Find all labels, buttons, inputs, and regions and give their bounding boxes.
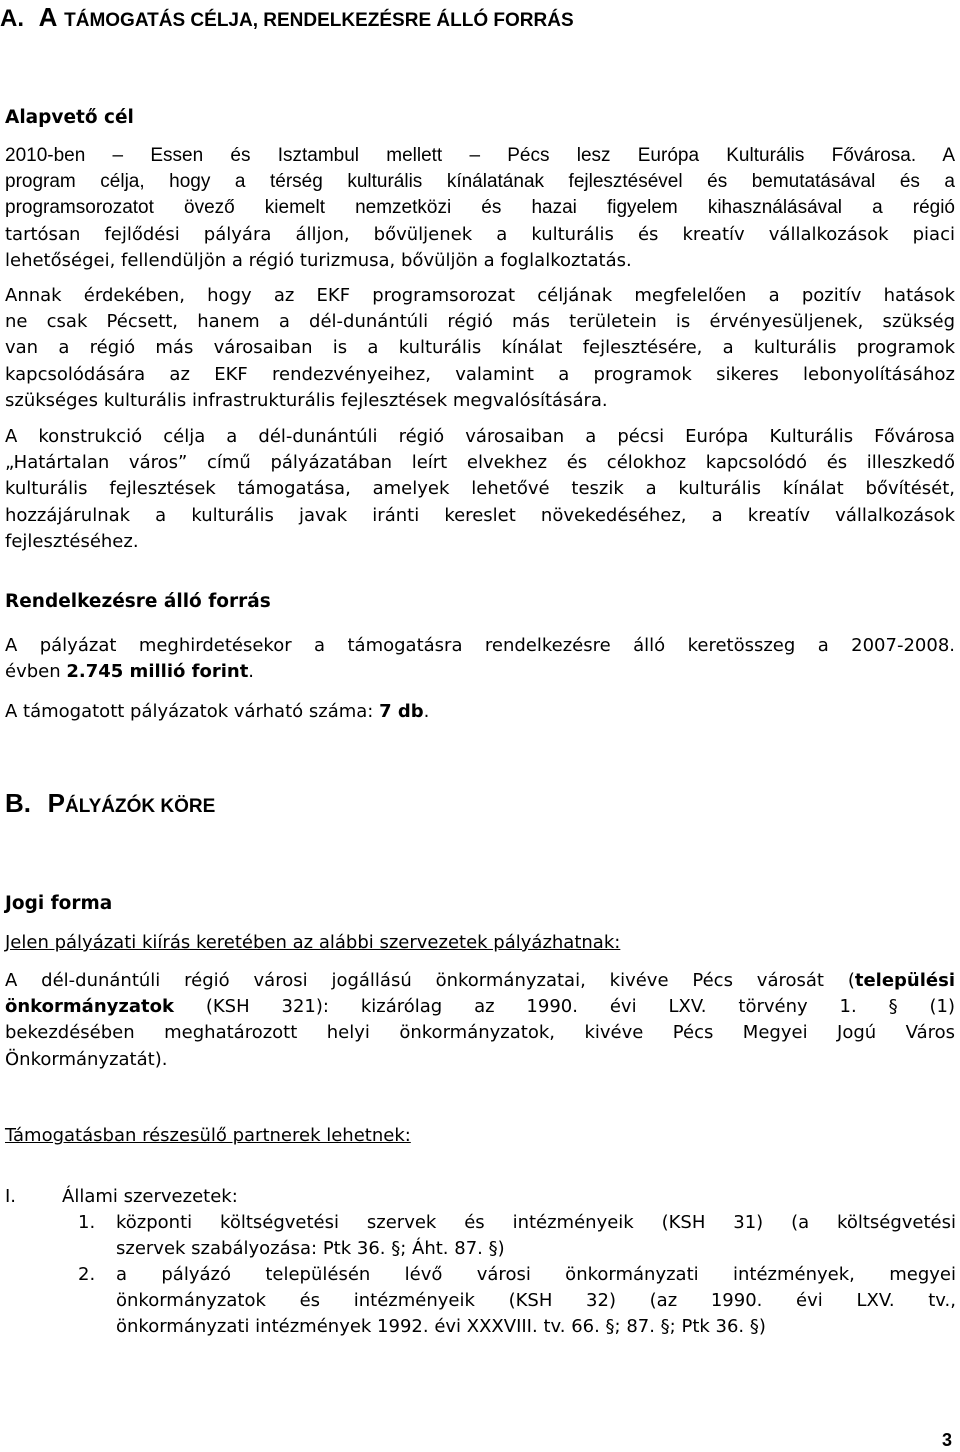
text-run: évben (5, 661, 67, 683)
partners-heading: Támogatásban részesülő partnerek lehetnek: (5, 1125, 411, 1146)
text-line: fejlesztéséhez. (5, 530, 139, 552)
text-line: programsorozatot övező kiemelt nemzetközi és hazai figyelem kihasználásával a régió (5, 197, 955, 219)
text-line: szervek szabályozása: Ptk 36. §; Áht. 87. §) (116, 1238, 505, 1259)
jogi-heading: Jogi forma (5, 893, 113, 914)
section-a-title-first: A (38, 2, 58, 32)
group-title: Állami szervezetek: (62, 1186, 238, 1207)
text-line: program célja, hogy a térség kulturális kínálatának fejlesztésével és bemutatásával és a (5, 171, 955, 193)
text-line: A konstrukció célja a dél-dunántúli régió városaiban a pécsi Európa Kulturális Fővárosa (5, 426, 955, 447)
text-line: önkormányzatok és intézményeik (KSH 32) (az 1990. évi LXV. tv., (116, 1290, 956, 1311)
forras-paragraph (5, 633, 955, 685)
text-run: A támogatott pályázatok várható száma: (5, 701, 380, 722)
expected-count: 7 db (379, 701, 424, 722)
alapveto-paragraph-1 (5, 143, 955, 274)
alapveto-paragraph-3 (5, 424, 955, 555)
section-b-title-first: P (47, 788, 66, 818)
forras-heading: Rendelkezésre álló forrás (5, 591, 271, 612)
list-item (116, 1262, 956, 1340)
text-line: bekezdésében meghatározott helyi önkormányzatok, kivéve Pécs Megyei Jogú Város (5, 1022, 955, 1044)
alapveto-heading: Alapvető cél (5, 107, 134, 128)
text-line (5, 659, 955, 685)
section-a-heading (0, 2, 574, 33)
text-line: a pályázó településén lévő városi önkormányzati intézmények, megyei (116, 1264, 956, 1285)
budget-amount: 2.745 millió forint (66, 661, 249, 683)
text-line: van a régió más városaiban is a kulturális kínálat fejlesztésére, a kulturális programok (5, 337, 955, 359)
bold-term: települési (854, 970, 955, 991)
text-run: (KSH 321): kizárólag az 1990. évi LXV. törvény 1. § (1) (173, 996, 955, 1018)
text-line: központi költségvetési szervek és intézményeik (KSH 31) (a költségvetési (116, 1212, 956, 1233)
jogi-paragraph (5, 968, 955, 1073)
text-line: 2010-ben – Essen és Isztambul mellett – Pécs lesz Európa Kulturális Fővárosa. A (5, 145, 955, 166)
text-run: . (248, 661, 255, 683)
text-line: A pályázat meghirdetésekor a támogatásra rendelkezésre álló keretösszeg a 2007-2008. (5, 635, 955, 656)
section-b-title-rest: ÁLYÁZÓK KÖRE (65, 796, 216, 817)
alapveto-paragraph-2 (5, 283, 955, 414)
text-line: „Határtalan város” című pályázatában leírt elvekhez és célokhoz kapcsolódó és illeszkedő (5, 452, 955, 474)
list-item-number: 2. (78, 1264, 96, 1285)
text-line: ne csak Pécsett, hanem a dél-dunántúli régió más területein is érvényesüljenek, szükség (5, 311, 955, 333)
text-run: . (423, 701, 430, 722)
section-b-heading (5, 788, 215, 819)
text-line: tartósan fejlődési pályára álljon, bővüljenek a kulturális és kreatív vállalkozások piaci (5, 223, 955, 245)
bold-term: önkormányzatok (5, 996, 174, 1018)
forras-count-line (5, 699, 955, 725)
text-line (5, 968, 955, 994)
text-line: Annak érdekében, hogy az EKF programsorozat céljának megfelelően a pozitív hatások (5, 285, 955, 306)
page-number: 3 (941, 1430, 952, 1450)
section-b-letter: B. (5, 788, 31, 818)
text-line: Önkormányzatát). (5, 1048, 168, 1070)
text-line: szükséges kulturális infrastrukturális fejlesztések megvalósítására. (5, 389, 608, 411)
roman-numeral: I. (5, 1186, 17, 1207)
section-a-title-rest: TÁMOGATÁS CÉLJA, RENDELKEZÉSRE ÁLLÓ FORRÁS (64, 10, 574, 31)
text-line: hozzájárulnak a kulturális javak iránti kereslet növekedéséhez, a kreatív vállalkozások (5, 504, 955, 526)
text-line: kulturális fejlesztések támogatása, amelyek lehetővé teszik a kulturális kínálat bővítését, (5, 478, 955, 500)
text-line: lehetőségei, fellendüljön a régió turizmusa, bővüljön a foglalkoztatás. (5, 249, 632, 271)
jogi-subheading: Jelen pályázati kiírás keretében az alábbi szervezetek pályázhatnak: (5, 932, 621, 953)
list-item (116, 1210, 956, 1262)
text-line: kapcsolódására az EKF rendezvényeihez, valamint a programok sikeres lebonyolításához (5, 363, 955, 385)
list-item-number: 1. (78, 1212, 96, 1233)
text-line: önkormányzati intézmények 1992. évi XXXVIII. tv. 66. §; 87. §; Ptk 36. §) (116, 1316, 766, 1337)
text-line (5, 994, 955, 1020)
section-a-letter: A. (0, 5, 24, 32)
text-run: A dél-dunántúli régió városi jogállású önkormányzatai, kivéve Pécs városát ( (5, 970, 855, 991)
